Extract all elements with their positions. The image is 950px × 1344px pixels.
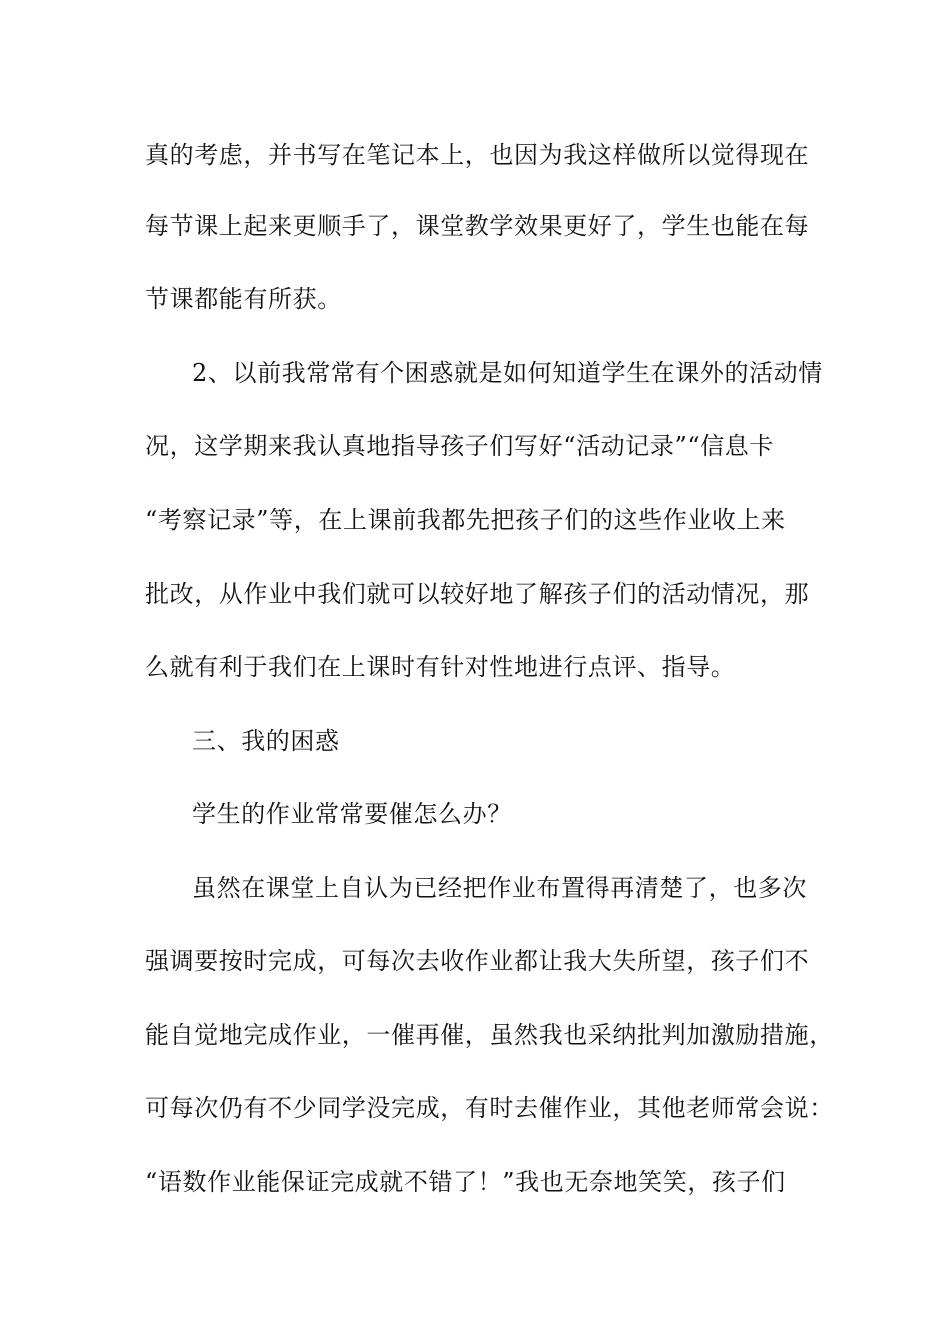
text-line: “考察记录”等，在上课前我都先把孩子们的这些作业收上来 [145,506,786,534]
paragraph-start-line: 虽然在课堂上自认为已经把作业布置得再清楚了，也多次 [192,874,807,902]
section-heading: 三、我的困惑 [192,727,340,755]
text-line: 每节课上起来更顺手了，课堂教学效果更好了，学生也能在每 [145,212,810,240]
text-line: 批改，从作业中我们就可以较好地了解孩子们的活动情况，那 [145,580,810,608]
text-line: 真的考虑，并书写在笔记本上，也因为我这样做所以觉得现在 [145,141,810,169]
text-line: 节课都能有所获。 [145,285,342,313]
question-line: 学生的作业常常要催怎么办？ [192,800,512,828]
text-line: 么就有利于我们在上课时有针对性地进行点评、指导。 [145,653,736,681]
text-line: “语数作业能保证完成就不错了！”我也无奈地笑笑，孩子们 [145,1168,786,1196]
text-line: 可每次仍有不少同学没完成，有时去催作业，其他老师常会说： [145,1094,834,1122]
text-line: 强调要按时完成，可每次去收作业都让我大失所望，孩子们不 [145,947,810,975]
text-line: 况，这学期来我认真地指导孩子们写好“活动记录”“信息卡 [145,432,775,460]
paragraph-start-line: 2、以前我常常有个困惑就是如何知道学生在课外的活动情 [192,359,823,387]
text-line: 能自觉地完成作业，一催再催，虽然我也采纳批判加激励措施， [145,1021,834,1049]
